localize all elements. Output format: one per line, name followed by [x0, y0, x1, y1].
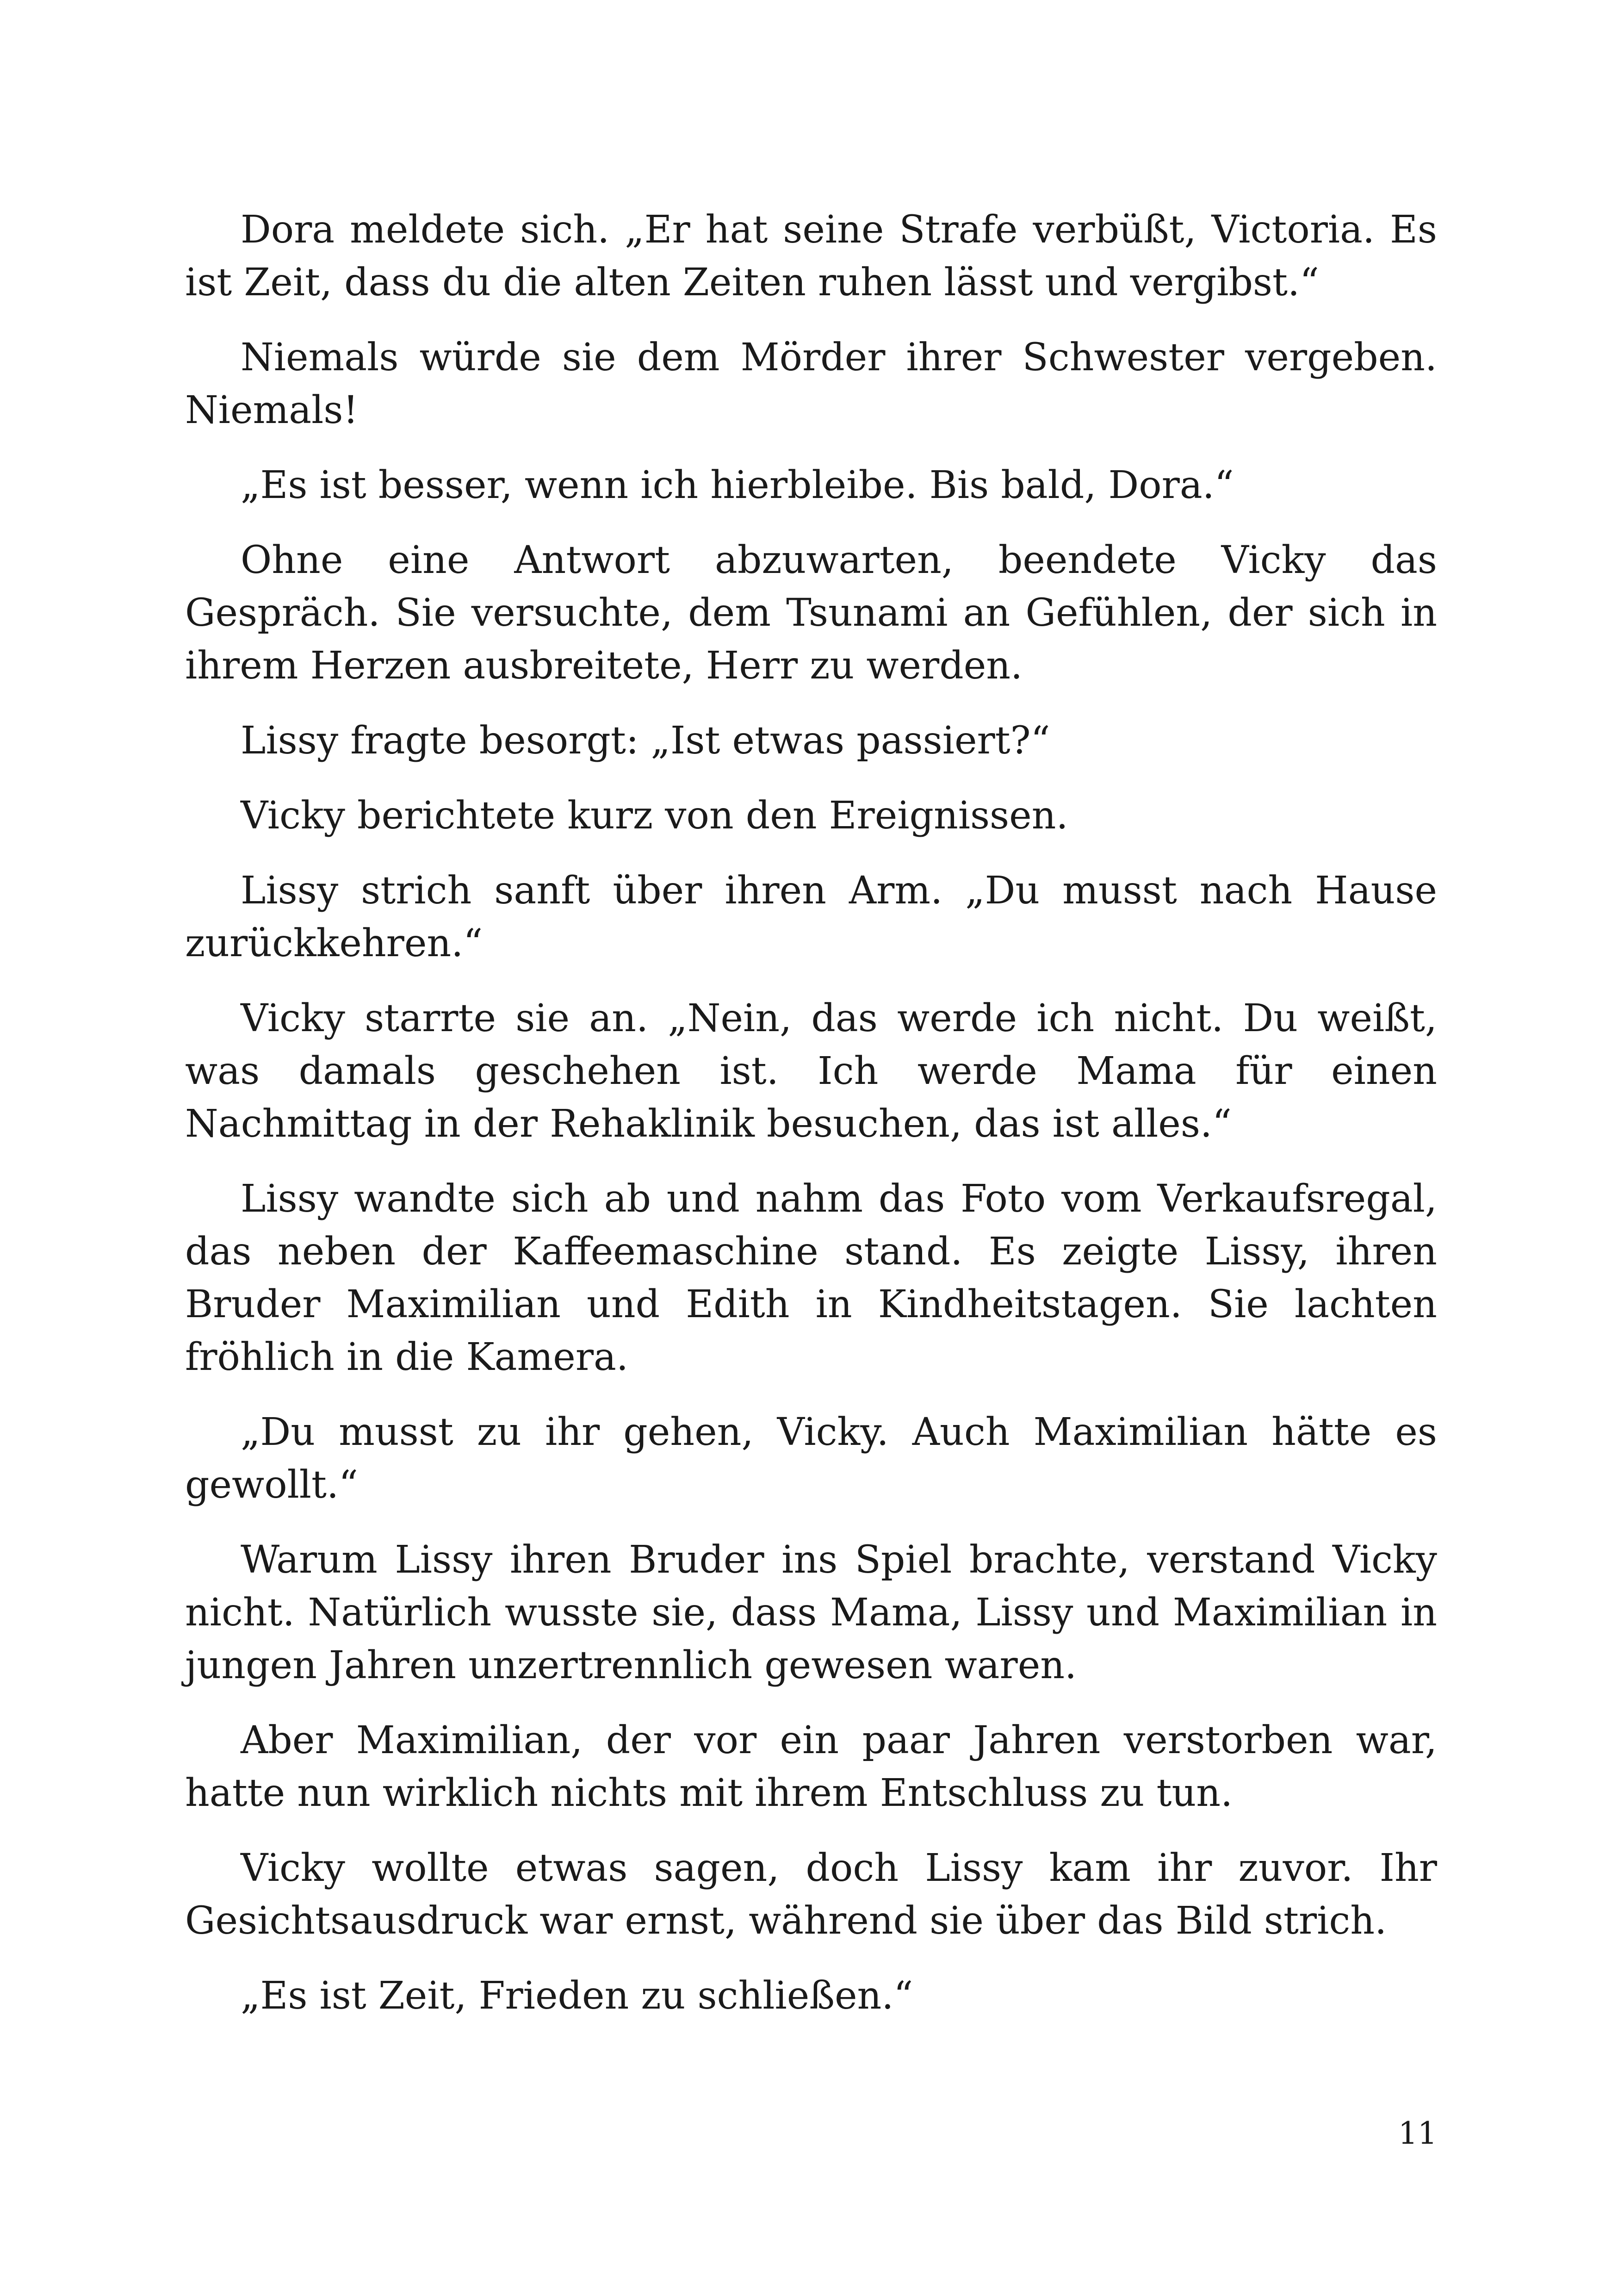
paragraph: Niemals würde sie dem Mörder ihrer Schwester vergeben. Niemals! [185, 336, 1437, 432]
paragraph: „Es ist Zeit, Frieden zu schließen.“ [241, 1974, 913, 2018]
paragraph: Lissy fragte besorgt: „Ist etwas passiert?“ [241, 719, 1050, 763]
paragraph: Warum Lissy ihren Bruder ins Spiel brachte, verstand Vicky nicht. Natürlich wusste sie, dass Mama, Lissy und Maximilian in jungen Jahren unzertrennlich gewesen waren. [185, 1538, 1437, 1687]
paragraph: Lissy strich sanft über ihren Arm. „Du musst nach Hause zurückkehren.“ [185, 869, 1437, 965]
page-number: 11 [1398, 2116, 1437, 2151]
body-text [185, 204, 1437, 2045]
paragraph: „Es ist besser, wenn ich hierbleibe. Bis bald, Dora.“ [241, 463, 1234, 507]
paragraph: Vicky wollte etwas sagen, doch Lissy kam ihr zuvor. Ihr Gesichtsausdruck war ernst, während sie über das Bild strich. [185, 1846, 1437, 1943]
paragraph: „Du musst zu ihr gehen, Vicky. Auch Maximilian hätte es gewollt.“ [185, 1410, 1437, 1507]
paragraph: Vicky starrte sie an. „Nein, das werde ich nicht. Du weißt, was damals geschehen ist. Ich werde Mama für einen Nachmittag in der Rehaklinik besuchen, das ist alles.“ [185, 996, 1437, 1146]
paragraph: Aber Maximilian, der vor ein paar Jahren verstorben war, hatte nun wirklich nichts mit ihrem Entschluss zu tun. [185, 1718, 1437, 1815]
paragraph: Vicky berichtete kurz von den Ereignissen. [241, 794, 1068, 838]
paragraph: Dora meldete sich. „Er hat seine Strafe verbüßt, Victoria. Es ist Zeit, dass du die alten Zeiten ruhen lässt und vergibst.“ [185, 208, 1437, 305]
paragraph: Ohne eine Antwort abzuwarten, beendete Vicky das Gespräch. Sie versuchte, dem Tsunami an Gefühlen, der sich in ihrem Herzen ausbreitete, Herr zu werden. [185, 538, 1437, 688]
paragraph: Lissy wandte sich ab und nahm das Foto vom Verkaufsregal, das neben der Kaffeemaschine stand. Es zeigte Lissy, ihren Bruder Maximilian und Edith in Kindheitstagen. Sie lachten fröhlich in die Kamera. [185, 1177, 1437, 1379]
